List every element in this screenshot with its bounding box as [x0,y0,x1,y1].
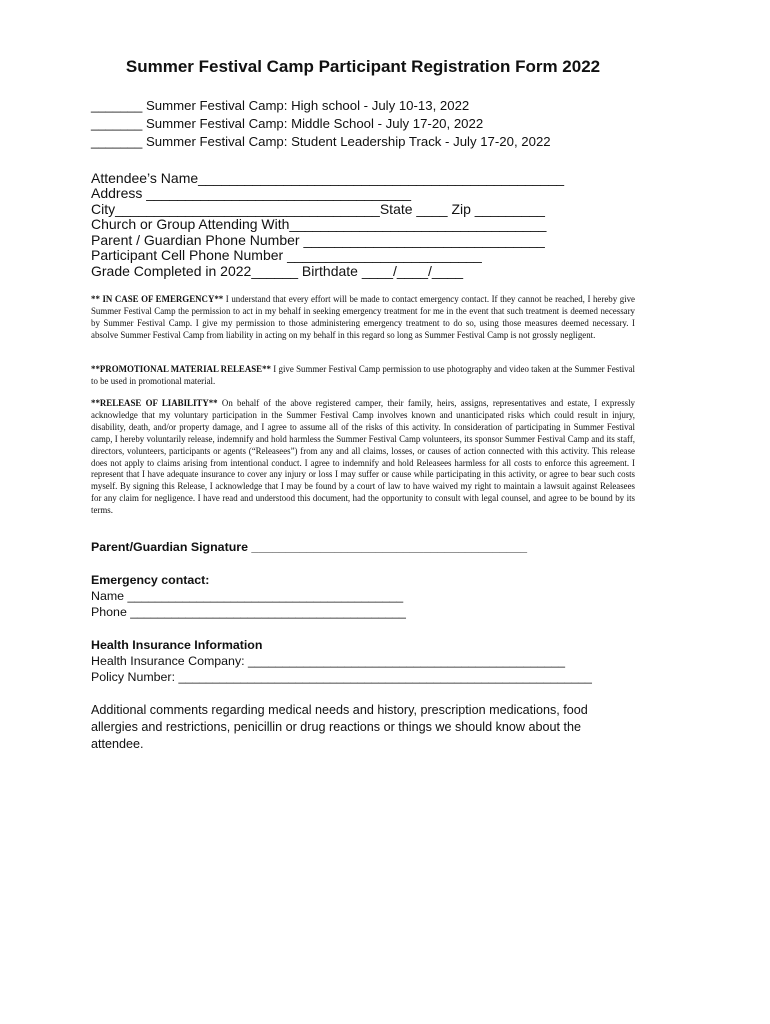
emergency-paragraph [91,294,635,342]
liability-release-label: **RELEASE OF LIABILITY** [91,398,218,408]
promotional-release-paragraph [91,364,635,388]
city-state-zip-field: City__________________________________State ____ Zip _________ [91,201,545,217]
health-insurance-company-field: Health Insurance Company: ______________________________________________ [91,654,566,668]
policy-number-field: Policy Number: ____________________________________________________________ [91,670,592,684]
emergency-contact-name-field: Name ________________________________________ [91,589,404,603]
emergency-label: ** IN CASE OF EMERGENCY** [91,294,224,304]
camp-option-middle-school: _______ Summer Festival Camp: Middle School - July 17-20, 2022 [91,116,484,131]
camp-option-high-school: _______ Summer Festival Camp: High school - July 10-13, 2022 [91,98,470,113]
emergency-contact-heading: Emergency contact: [91,573,210,587]
grade-birthdate-field: Grade Completed in 2022______ Birthdate ____/____/____ [91,263,464,279]
form-title: Summer Festival Camp Participant Registration Form 2022 [125,57,601,76]
guardian-signature-line: Parent/Guardian Signature ________________________________________ [91,540,528,554]
address-field: Address __________________________________ [91,185,411,201]
church-group-field: Church or Group Attending With_________________________________ [91,216,547,232]
health-insurance-heading: Health Insurance Information [91,638,263,652]
additional-comments-prompt: Additional comments regarding medical needs and history, prescription medications, food allergies and restrictions, penicillin or drug reactions or things we should know about the attendee. [91,703,588,751]
camp-option-leadership-track: _______ Summer Festival Camp: Student Leadership Track - July 17-20, 2022 [91,134,551,149]
liability-release-text: On behalf of the above registered camper, their family, heirs, assigns, representatives and estate, I expressly acknowledge that my voluntary participation in the Summer Festival Camp involves known and unanticipated risks which could result in injury, disability, death, and/or property damage, and I agree to assume all of the risks of this activity. In consideration of participating in Summer Festival camp, I hereby voluntarily release, indemnify and hold harmless the Summer Festival Camp volunteers, its sponsor Summer Festival Camp and its staff, directors, volunteers, participants or agents (“Releasees”) from any and all claims, losses, or causes of action connected with this activity. This release does not apply to claims arising from intentional conduct. I agree to indemnify and hold Releasees harmless for all costs to enforce this agreement. I represent that I have adequate insurance to cover any injury or loss I may suffer or cause while participating in this activity, or agree to bear such costs myself. By signing this Release, I acknowledge that I may be found by a court of law to have waived my right to maintain a lawsuit against Releasees for any claim for negligence. I have read and understood this document, had the opportunity to consult with legal counsel, and agree to be bound by its terms. [91,398,635,516]
guardian-phone-field: Parent / Guardian Phone Number _______________________________ [91,232,545,248]
attendee-name-field: Attendee’s Name_______________________________________________ [91,170,565,186]
promotional-release-text: I give Summer Festival Camp permission to use photography and video taken at the Summer Festival to be used in promotional material. [91,364,635,386]
promotional-release-label: **PROMOTIONAL MATERIAL RELEASE** [91,364,271,374]
emergency-text: I understand that every effort will be made to contact emergency contact. If they cannot be reached, I hereby give Summer Festival Camp the permission to act in my behalf in seeking emergency treatment for me in the event that such treatment is deemed necessary by Summer Festival Camp. I give my permission to those administering emergency treatment to do so, using those measures deemed necessary. I absolve Summer Festival Camp from liability in acting on my behalf in this regard so long as Summer Festival Camp is not grossly negligent. [91,294,635,340]
emergency-contact-phone-field: Phone ________________________________________ [91,605,406,619]
participant-cell-phone-field: Participant Cell Phone Number _________________________ [91,247,482,263]
liability-release-paragraph [91,398,635,517]
